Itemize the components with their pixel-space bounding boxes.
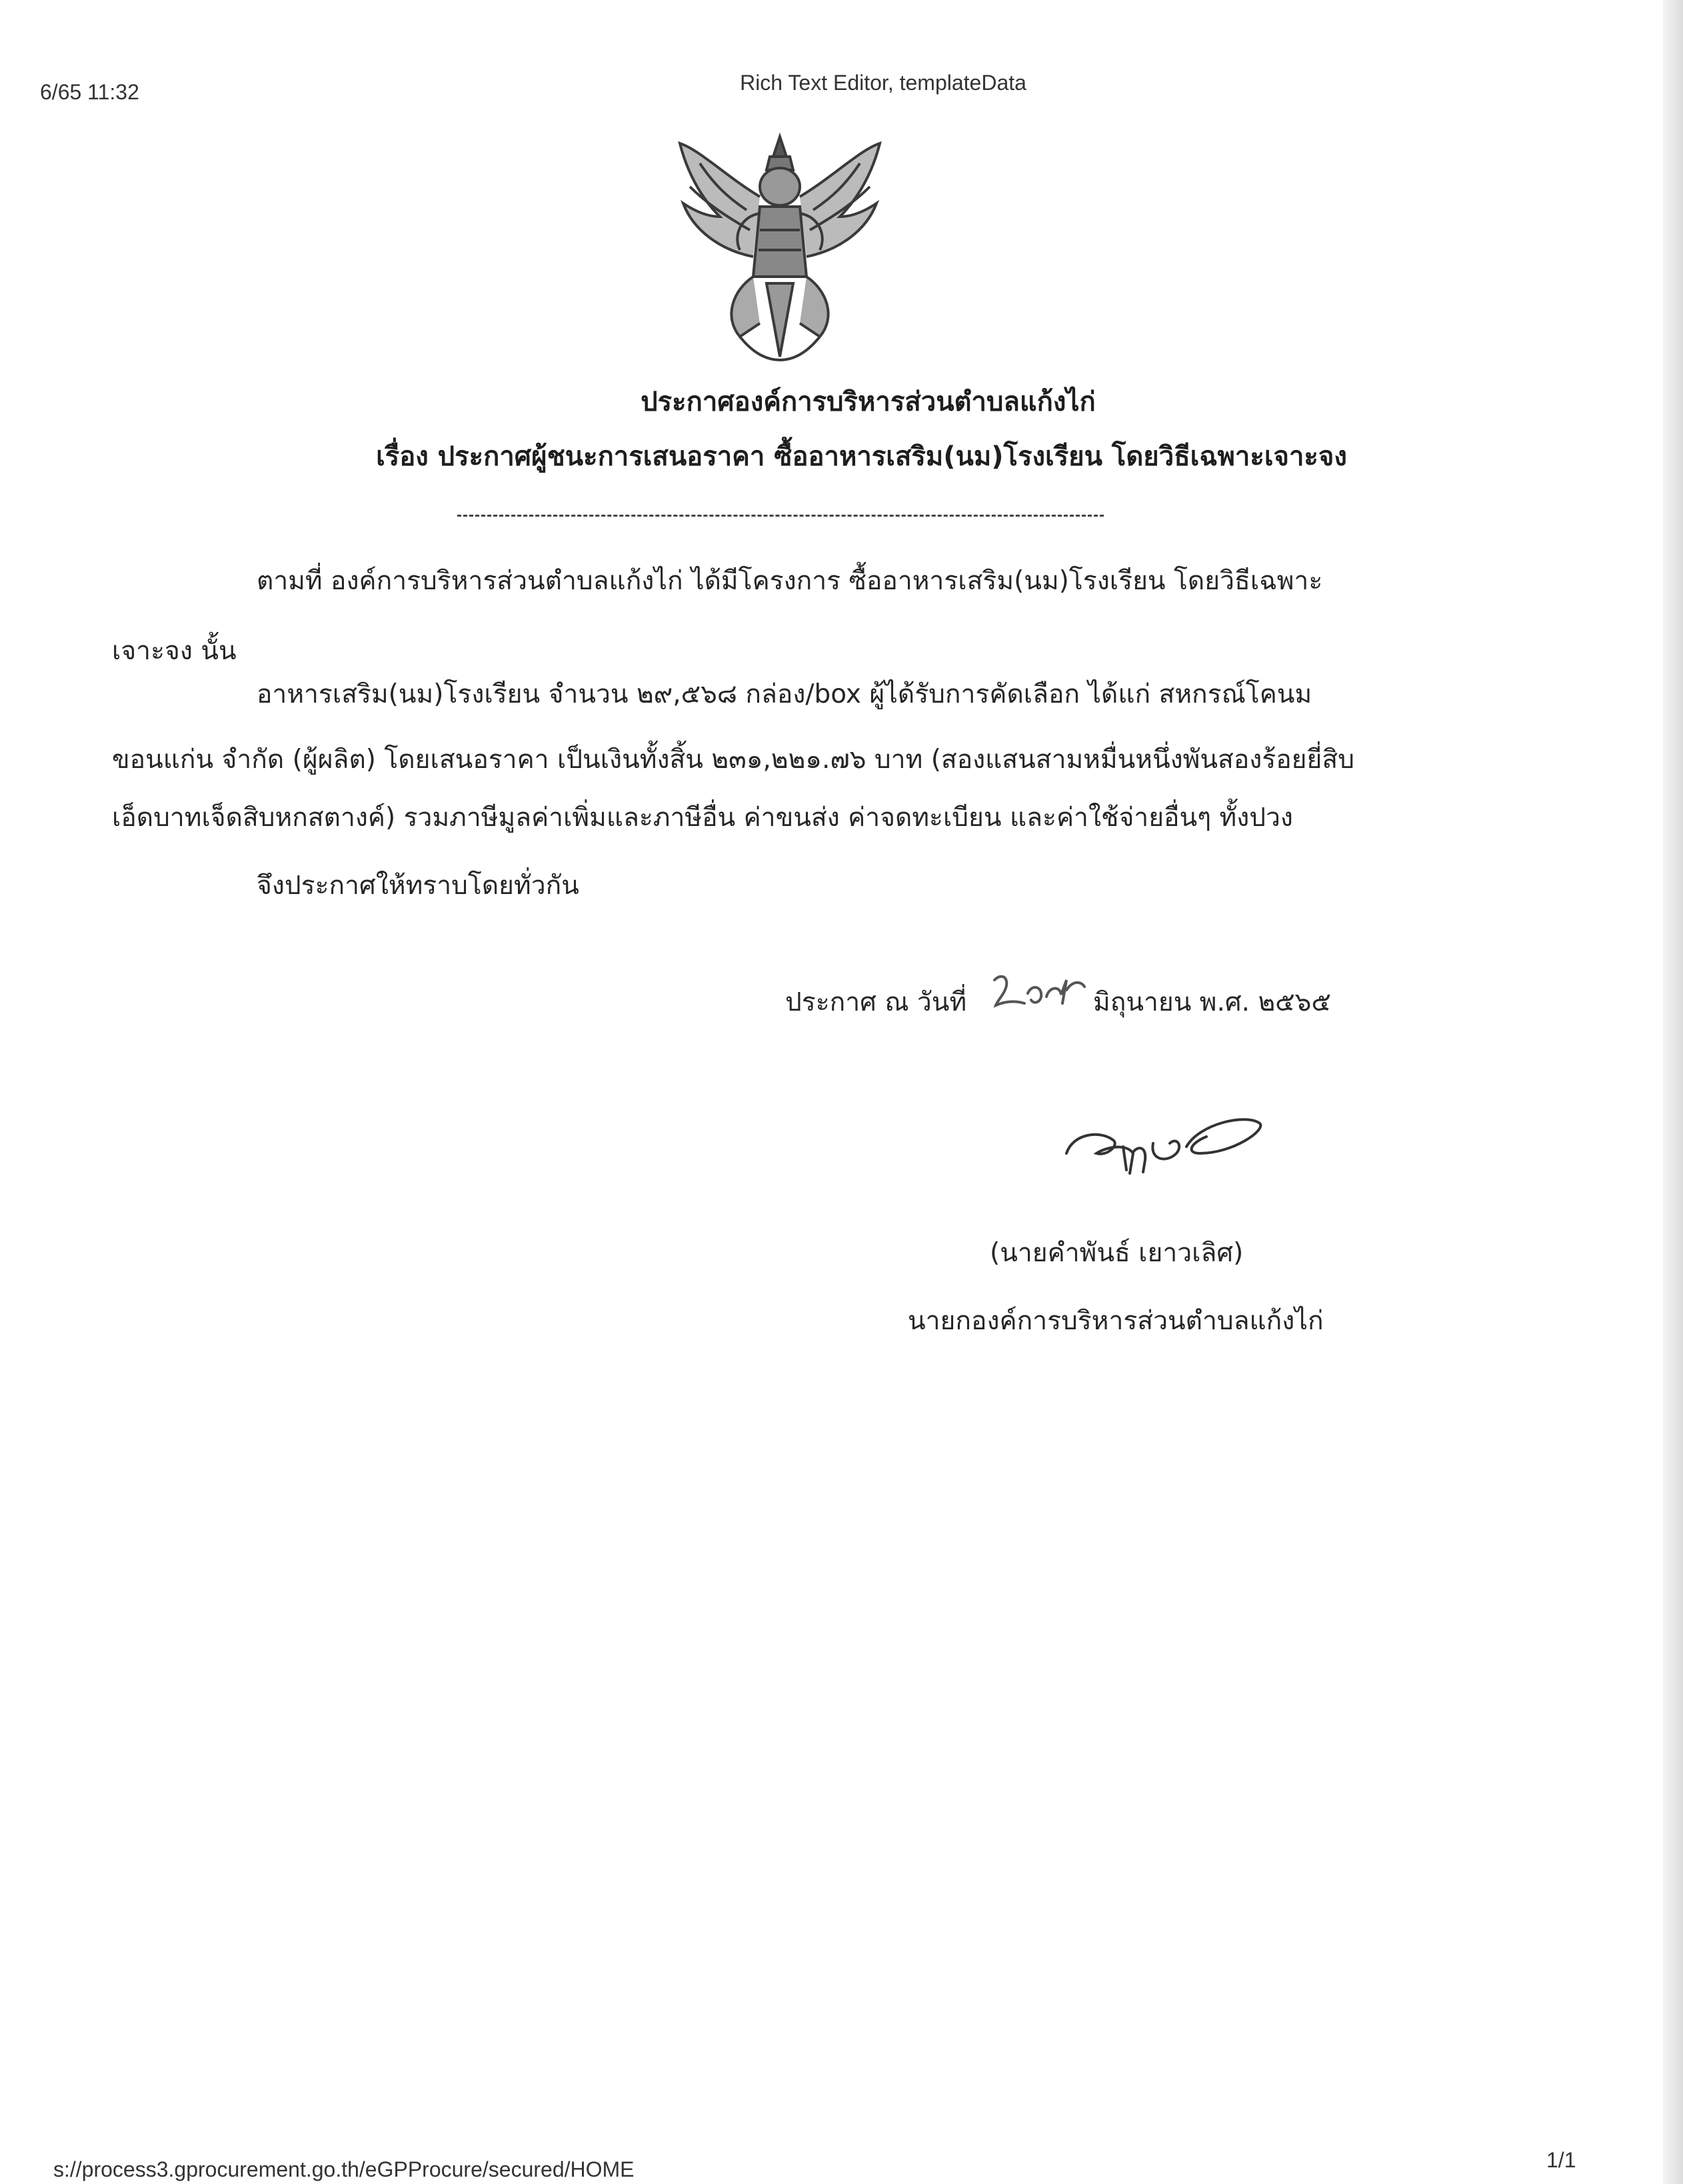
- body-line-4: ขอนแก่น จำกัด (ผู้ผลิต) โดยเสนอราคา เป็นเงินทั้งสิ้น ๒๓๑,๒๒๑.๗๖ บาท (สองแสนสามหมื่นหนึ่งพันสองร้อยยี่สิบ: [112, 745, 1354, 775]
- date-label: ประกาศ ณ วันที่: [785, 987, 967, 1017]
- body-line-6: จึงประกาศให้ทราบโดยทั่วกัน: [257, 871, 579, 901]
- print-page-title: Rich Text Editor, templateData: [740, 71, 1026, 95]
- separator-line: [457, 515, 1104, 517]
- handwritten-date-day: [988, 967, 1088, 1017]
- print-url: s://process3.gprocurement.go.th/eGPProcure/secured/HOME: [53, 2157, 635, 2181]
- handwritten-signature-icon: [1060, 1107, 1266, 1187]
- scan-edge: [1663, 0, 1683, 2184]
- date-month-year: มิถุนายน พ.ศ. ๒๕๖๕: [1093, 987, 1331, 1017]
- body-line-2: เจาะจง นั้น: [112, 636, 237, 666]
- page-number: 1/1: [1546, 2148, 1576, 2172]
- announcement-title: ประกาศองค์การบริหารส่วนตำบลแก้งไก่: [641, 387, 1096, 417]
- garuda-emblem-icon: [660, 123, 900, 370]
- signer-position: นายกองค์การบริหารส่วนตำบลแก้งไก่: [908, 1306, 1324, 1336]
- body-line-5: เอ็ดบาทเจ็ดสิบหกสตางค์) รวมภาษีมูลค่าเพิ่มและภาษีอื่น ค่าขนส่ง ค่าจดทะเบียน และค่าใช้จ่ายอื่นๆ ทั้งปวง: [112, 803, 1293, 833]
- signer-name: (นายคำพันธ์ เยาวเลิศ): [990, 1238, 1244, 1268]
- announcement-subject: เรื่อง ประกาศผู้ชนะการเสนอราคา ซื้ออาหารเสริม(นม)โรงเรียน โดยวิธีเฉพาะเจาะจง: [376, 441, 1347, 472]
- body-line-1: ตามที่ องค์การบริหารส่วนตำบลแก้งไก่ ได้มีโครงการ ซื้ออาหารเสริม(นม)โรงเรียน โดยวิธีเฉพาะ: [257, 566, 1323, 596]
- print-timestamp: 6/65 11:32: [40, 80, 139, 104]
- body-line-3: อาหารเสริม(นม)โรงเรียน จำนวน ๒๙,๕๖๘ กล่อง/box ผู้ได้รับการคัดเลือก ได้แก่ สหกรณ์โคนม: [257, 679, 1312, 709]
